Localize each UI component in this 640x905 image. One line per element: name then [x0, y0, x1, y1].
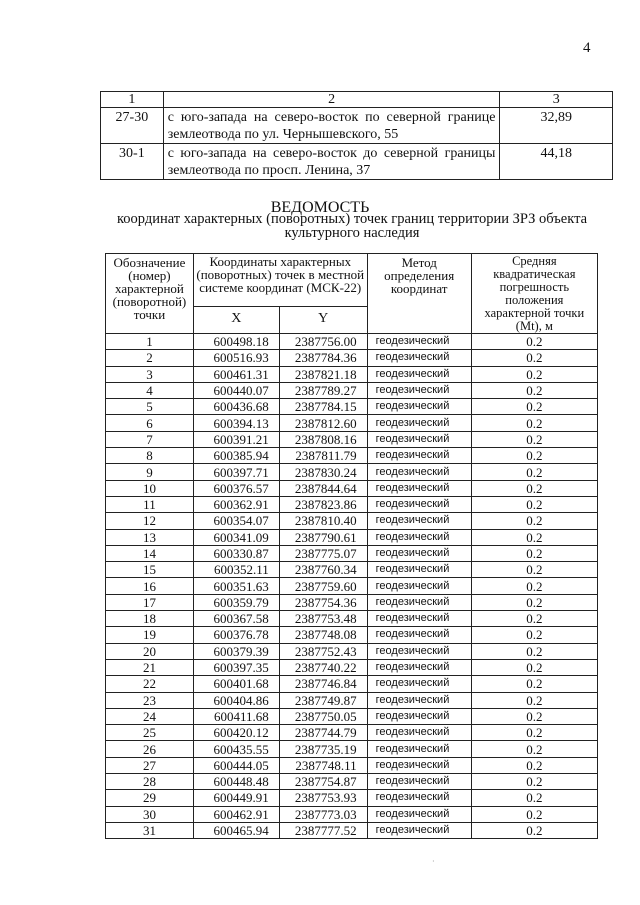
segment-header-col2: 2	[163, 92, 500, 108]
coord-y: 2387746.84	[279, 676, 367, 692]
coord-x: 600351.63	[193, 578, 279, 594]
coord-x: 600401.68	[193, 676, 279, 692]
segment-row	[101, 108, 613, 144]
method: геодезический	[367, 334, 471, 350]
error-value: 0.2	[471, 513, 597, 529]
method: геодезический	[367, 692, 471, 708]
error-value: 0.2	[471, 725, 597, 741]
table-row	[106, 366, 598, 382]
header-x: X	[193, 306, 279, 333]
coord-x: 600362.91	[193, 496, 279, 512]
table-row	[106, 399, 598, 415]
coord-y: 2387753.48	[279, 611, 367, 627]
coord-y: 2387812.60	[279, 415, 367, 431]
method: геодезический	[367, 578, 471, 594]
coord-x: 600461.31	[193, 366, 279, 382]
error-value: 0.2	[471, 464, 597, 480]
table-row	[106, 513, 598, 529]
coord-x: 600385.94	[193, 448, 279, 464]
error-value: 0.2	[471, 659, 597, 675]
error-value: 0.2	[471, 334, 597, 350]
method: геодезический	[367, 350, 471, 366]
coord-y: 2387735.19	[279, 741, 367, 757]
coord-y: 2387790.61	[279, 529, 367, 545]
table-row	[106, 545, 598, 561]
method: геодезический	[367, 382, 471, 398]
table-row	[106, 529, 598, 545]
point-number: 14	[106, 545, 194, 561]
point-number: 6	[106, 415, 194, 431]
error-value: 0.2	[471, 822, 597, 838]
coord-x: 600391.21	[193, 431, 279, 447]
coord-x: 600404.86	[193, 692, 279, 708]
segment-row	[101, 144, 613, 180]
method: геодезический	[367, 594, 471, 610]
coord-x: 600462.91	[193, 806, 279, 822]
error-value: 0.2	[471, 627, 597, 643]
error-value: 0.2	[471, 806, 597, 822]
coord-x: 600359.79	[193, 594, 279, 610]
point-number: 30	[106, 806, 194, 822]
scan-speck: ·	[432, 857, 435, 866]
coord-x: 600420.12	[193, 725, 279, 741]
coord-x: 600352.11	[193, 562, 279, 578]
coord-x: 600411.68	[193, 708, 279, 724]
coord-x: 600376.78	[193, 627, 279, 643]
error-value: 0.2	[471, 562, 597, 578]
coord-y: 2387784.36	[279, 350, 367, 366]
coord-y: 2387750.05	[279, 708, 367, 724]
error-value: 0.2	[471, 774, 597, 790]
coord-x: 600449.91	[193, 790, 279, 806]
coord-y: 2387748.08	[279, 627, 367, 643]
method: геодезический	[367, 529, 471, 545]
coord-y: 2387830.24	[279, 464, 367, 480]
coord-y: 2387759.60	[279, 578, 367, 594]
method: геодезический	[367, 659, 471, 675]
table-row	[106, 774, 598, 790]
segment-length: 32,89	[500, 108, 613, 144]
error-value: 0.2	[471, 643, 597, 659]
coord-x: 600444.05	[193, 757, 279, 773]
coord-x: 600397.71	[193, 464, 279, 480]
header-coordinates: Координаты характерных (поворотных) точек в местной системе координат (МСК-22)	[193, 254, 367, 307]
method: геодезический	[367, 708, 471, 724]
coord-y: 2387754.87	[279, 774, 367, 790]
point-number: 26	[106, 741, 194, 757]
document-title: ВЕДОМОСТЬ	[270, 199, 370, 216]
method: геодезический	[367, 480, 471, 496]
point-number: 18	[106, 611, 194, 627]
table-row	[106, 725, 598, 741]
point-number: 24	[106, 708, 194, 724]
segment-description: с юго-запада на северо-восток по северной границе землеотвода по ул. Чернышевского, 55	[163, 108, 500, 144]
table-row	[106, 334, 598, 350]
coord-x: 600376.57	[193, 480, 279, 496]
coord-x: 600397.35	[193, 659, 279, 675]
header-point-label: Обозначение (номер) характерной (поворотной) точки	[106, 254, 194, 334]
error-value: 0.2	[471, 578, 597, 594]
table-row	[106, 643, 598, 659]
method: геодезический	[367, 545, 471, 561]
coord-y: 2387784.15	[279, 399, 367, 415]
table-row	[106, 627, 598, 643]
coord-x: 600498.18	[193, 334, 279, 350]
coord-y: 2387789.27	[279, 382, 367, 398]
error-value: 0.2	[471, 676, 597, 692]
point-number: 31	[106, 822, 194, 838]
point-number: 27	[106, 757, 194, 773]
method: геодезический	[367, 611, 471, 627]
coordinates-table-body	[106, 334, 598, 839]
method: геодезический	[367, 822, 471, 838]
segment-length: 44,18	[500, 144, 613, 180]
coord-x: 600394.13	[193, 415, 279, 431]
coord-y: 2387740.22	[279, 659, 367, 675]
table-row	[106, 382, 598, 398]
method: геодезический	[367, 725, 471, 741]
table-row	[106, 790, 598, 806]
point-number: 25	[106, 725, 194, 741]
method: геодезический	[367, 399, 471, 415]
table-row	[106, 496, 598, 512]
point-number: 3	[106, 366, 194, 382]
coord-y: 2387773.03	[279, 806, 367, 822]
point-number: 20	[106, 643, 194, 659]
table-row	[106, 464, 598, 480]
coord-y: 2387744.79	[279, 725, 367, 741]
document-subtitle: координат характерных (поворотных) точек границ территории ЗРЗ объекта культурного наследия	[116, 211, 588, 241]
table-row	[106, 741, 598, 757]
segment-header-col3: 3	[500, 92, 613, 108]
coord-y: 2387756.00	[279, 334, 367, 350]
error-value: 0.2	[471, 399, 597, 415]
method: геодезический	[367, 774, 471, 790]
page-number: 4	[583, 40, 591, 56]
segment-id: 27-30	[101, 108, 164, 144]
table-row	[106, 708, 598, 724]
table-row	[106, 350, 598, 366]
coord-x: 600379.39	[193, 643, 279, 659]
header-y: Y	[279, 306, 367, 333]
coord-y: 2387810.40	[279, 513, 367, 529]
coord-y: 2387748.11	[279, 757, 367, 773]
point-number: 13	[106, 529, 194, 545]
coord-y: 2387753.93	[279, 790, 367, 806]
point-number: 9	[106, 464, 194, 480]
point-number: 15	[106, 562, 194, 578]
coord-y: 2387808.16	[279, 431, 367, 447]
coord-x: 600341.09	[193, 529, 279, 545]
point-number: 16	[106, 578, 194, 594]
point-number: 2	[106, 350, 194, 366]
table-row	[106, 676, 598, 692]
method: геодезический	[367, 513, 471, 529]
coord-y: 2387752.43	[279, 643, 367, 659]
method: геодезический	[367, 676, 471, 692]
coord-x: 600448.48	[193, 774, 279, 790]
method: геодезический	[367, 627, 471, 643]
error-value: 0.2	[471, 708, 597, 724]
coord-x: 600435.55	[193, 741, 279, 757]
error-value: 0.2	[471, 350, 597, 366]
table-row	[106, 692, 598, 708]
segment-table-header	[101, 92, 613, 108]
method: геодезический	[367, 431, 471, 447]
table-row	[106, 415, 598, 431]
segment-table	[100, 91, 613, 180]
table-row	[106, 611, 598, 627]
error-value: 0.2	[471, 382, 597, 398]
table-row	[106, 594, 598, 610]
coord-x: 600330.87	[193, 545, 279, 561]
point-number: 7	[106, 431, 194, 447]
point-number: 5	[106, 399, 194, 415]
coord-x: 600436.68	[193, 399, 279, 415]
point-number: 11	[106, 496, 194, 512]
coord-x: 600367.58	[193, 611, 279, 627]
segment-description: с юго-запада на северо-восток до северной границы землеотвода по просп. Ленина, 37	[163, 144, 500, 180]
method: геодезический	[367, 496, 471, 512]
table-row	[106, 757, 598, 773]
table-row	[106, 448, 598, 464]
method: геодезический	[367, 757, 471, 773]
coord-y: 2387844.64	[279, 480, 367, 496]
coordinates-table	[105, 253, 598, 839]
table-row	[106, 431, 598, 447]
error-value: 0.2	[471, 741, 597, 757]
header-method: Метод определения координат	[367, 254, 471, 334]
error-value: 0.2	[471, 790, 597, 806]
table-row	[106, 578, 598, 594]
error-value: 0.2	[471, 496, 597, 512]
error-value: 0.2	[471, 529, 597, 545]
coord-x: 600465.94	[193, 822, 279, 838]
point-number: 22	[106, 676, 194, 692]
method: геодезический	[367, 790, 471, 806]
point-number: 23	[106, 692, 194, 708]
method: геодезический	[367, 741, 471, 757]
point-number: 4	[106, 382, 194, 398]
method: геодезический	[367, 464, 471, 480]
method: геодезический	[367, 806, 471, 822]
point-number: 10	[106, 480, 194, 496]
header-error: Средняя квадратическая погрешность положения характерной точки (Mt), м	[471, 254, 597, 334]
coord-y: 2387823.86	[279, 496, 367, 512]
table-row	[106, 806, 598, 822]
point-number: 19	[106, 627, 194, 643]
point-number: 8	[106, 448, 194, 464]
error-value: 0.2	[471, 594, 597, 610]
error-value: 0.2	[471, 448, 597, 464]
table-row	[106, 659, 598, 675]
coord-y: 2387777.52	[279, 822, 367, 838]
segment-id: 30-1	[101, 144, 164, 180]
coord-y: 2387775.07	[279, 545, 367, 561]
coord-y: 2387754.36	[279, 594, 367, 610]
table-row	[106, 480, 598, 496]
point-number: 12	[106, 513, 194, 529]
point-number: 28	[106, 774, 194, 790]
method: геодезический	[367, 415, 471, 431]
table-row	[106, 562, 598, 578]
coord-x: 600516.93	[193, 350, 279, 366]
coord-y: 2387749.87	[279, 692, 367, 708]
error-value: 0.2	[471, 757, 597, 773]
method: геодезический	[367, 643, 471, 659]
segment-header-col1: 1	[101, 92, 164, 108]
table-row	[106, 822, 598, 838]
error-value: 0.2	[471, 611, 597, 627]
error-value: 0.2	[471, 415, 597, 431]
point-number: 1	[106, 334, 194, 350]
point-number: 29	[106, 790, 194, 806]
point-number: 21	[106, 659, 194, 675]
error-value: 0.2	[471, 366, 597, 382]
coord-x: 600354.07	[193, 513, 279, 529]
error-value: 0.2	[471, 692, 597, 708]
method: геодезический	[367, 448, 471, 464]
coord-y: 2387760.34	[279, 562, 367, 578]
error-value: 0.2	[471, 480, 597, 496]
coord-x: 600440.07	[193, 382, 279, 398]
point-number: 17	[106, 594, 194, 610]
error-value: 0.2	[471, 431, 597, 447]
method: геодезический	[367, 366, 471, 382]
error-value: 0.2	[471, 545, 597, 561]
coord-y: 2387811.79	[279, 448, 367, 464]
method: геодезический	[367, 562, 471, 578]
coord-y: 2387821.18	[279, 366, 367, 382]
